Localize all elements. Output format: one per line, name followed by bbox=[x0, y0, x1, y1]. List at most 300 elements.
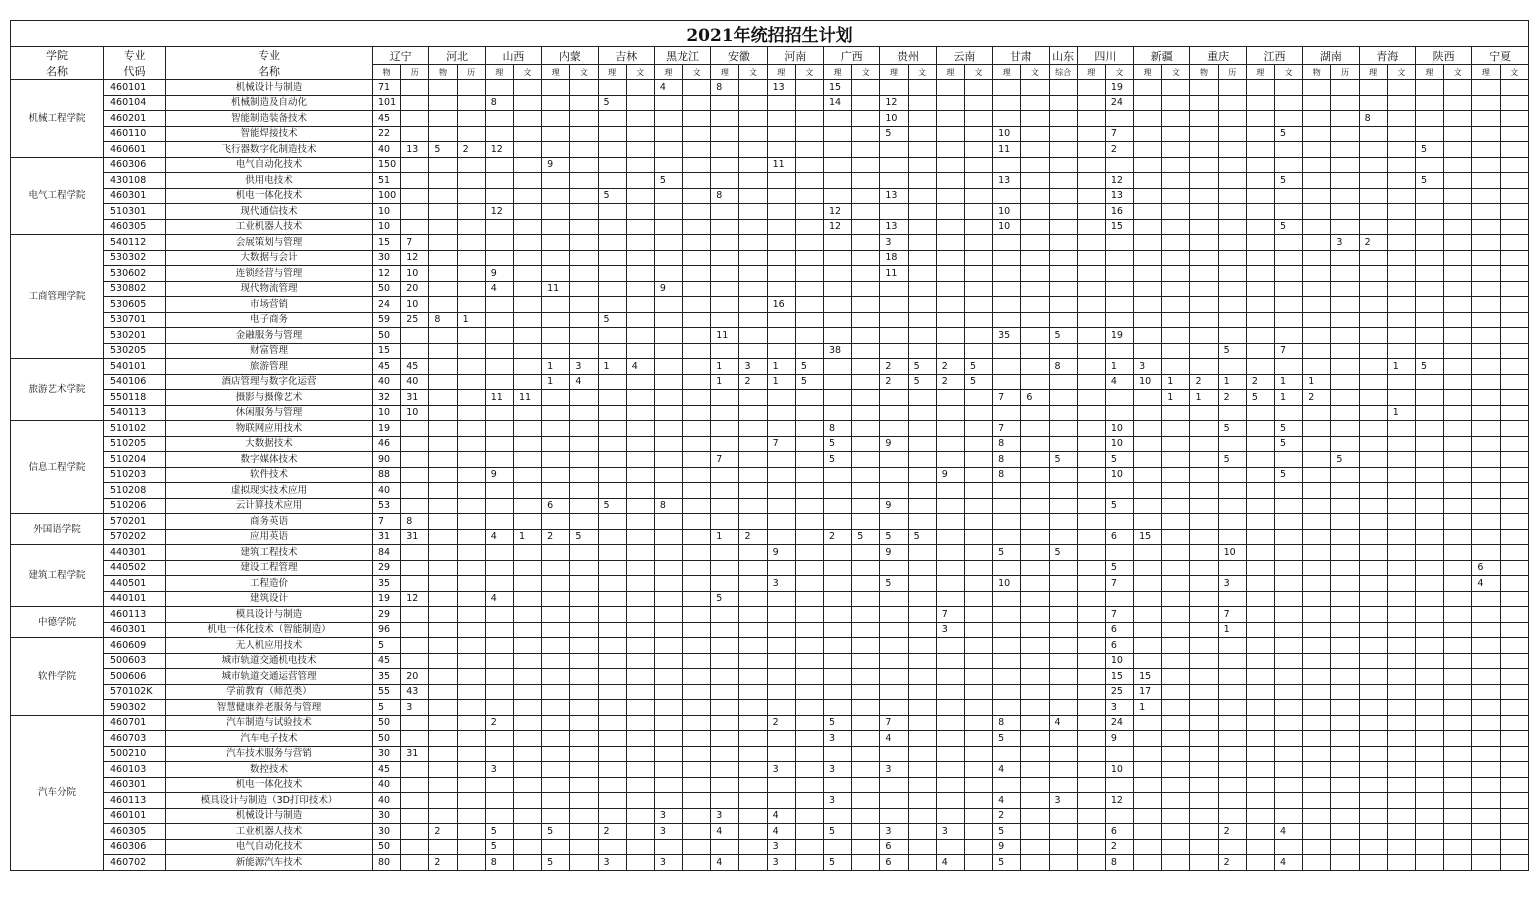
quota-cell bbox=[1105, 281, 1133, 297]
quota-cell bbox=[795, 235, 823, 251]
quota-cell bbox=[457, 235, 485, 251]
quota-cell bbox=[1049, 483, 1077, 499]
quota-cell bbox=[542, 483, 570, 499]
quota-cell bbox=[1246, 498, 1274, 514]
quota-cell: 43 bbox=[401, 684, 429, 700]
quota-cell bbox=[908, 731, 936, 747]
quota-cell bbox=[570, 297, 598, 313]
quota-cell bbox=[739, 343, 767, 359]
quota-cell bbox=[1275, 281, 1303, 297]
quota-cell: 15 bbox=[1134, 529, 1162, 545]
quota-cell bbox=[1331, 731, 1359, 747]
quota-cell bbox=[683, 421, 711, 437]
quota-cell bbox=[964, 777, 992, 793]
quota-cell bbox=[1387, 576, 1415, 592]
quota-cell bbox=[1472, 684, 1500, 700]
quota-cell bbox=[1415, 653, 1443, 669]
quota-cell bbox=[654, 483, 682, 499]
quota-cell: 5 bbox=[1415, 173, 1443, 189]
major-code: 530205 bbox=[104, 343, 166, 359]
quota-cell: 7 bbox=[711, 452, 739, 468]
quota-cell bbox=[429, 297, 457, 313]
quota-cell: 40 bbox=[401, 374, 429, 390]
table-row bbox=[11, 436, 1529, 452]
major-name: 汽车技术服务与营销 bbox=[166, 746, 373, 762]
quota-cell bbox=[626, 591, 654, 607]
quota-cell bbox=[654, 529, 682, 545]
quota-cell bbox=[598, 483, 626, 499]
quota-cell bbox=[711, 343, 739, 359]
quota-cell: 5 bbox=[795, 359, 823, 375]
quota-cell bbox=[513, 157, 541, 173]
quota-cell bbox=[1303, 607, 1331, 623]
quota-cell bbox=[683, 343, 711, 359]
quota-cell bbox=[1444, 762, 1472, 778]
major-name: 现代通信技术 bbox=[166, 204, 373, 220]
quota-cell bbox=[542, 607, 570, 623]
quota-cell bbox=[1077, 235, 1105, 251]
quota-cell bbox=[1444, 669, 1472, 685]
quota-cell bbox=[1444, 607, 1472, 623]
quota-cell bbox=[1275, 514, 1303, 530]
quota-cell bbox=[1359, 591, 1387, 607]
quota-cell bbox=[1049, 157, 1077, 173]
quota-cell: 40 bbox=[373, 142, 401, 158]
quota-cell bbox=[654, 653, 682, 669]
major-code: 460306 bbox=[104, 157, 166, 173]
quota-cell bbox=[1444, 343, 1472, 359]
quota-cell bbox=[429, 545, 457, 561]
quota-cell bbox=[1500, 545, 1528, 561]
quota-cell bbox=[1472, 824, 1500, 840]
quota-cell bbox=[457, 545, 485, 561]
quota-cell bbox=[1359, 746, 1387, 762]
quota-cell bbox=[683, 793, 711, 809]
quota-cell bbox=[1359, 560, 1387, 576]
quota-cell bbox=[993, 653, 1021, 669]
quota-cell: 5 bbox=[880, 529, 908, 545]
quota-cell bbox=[1415, 638, 1443, 654]
subject-header: 文 bbox=[683, 65, 711, 80]
quota-cell bbox=[795, 669, 823, 685]
quota-cell bbox=[767, 777, 795, 793]
enrollment-plan-table bbox=[10, 20, 1529, 871]
quota-cell bbox=[654, 514, 682, 530]
quota-cell bbox=[1303, 250, 1331, 266]
major-code: 530701 bbox=[104, 312, 166, 328]
quota-cell: 10 bbox=[373, 219, 401, 235]
quota-cell bbox=[598, 638, 626, 654]
quota-cell bbox=[880, 684, 908, 700]
quota-cell bbox=[401, 653, 429, 669]
quota-cell bbox=[626, 374, 654, 390]
quota-cell bbox=[993, 560, 1021, 576]
quota-cell bbox=[626, 638, 654, 654]
quota-cell bbox=[683, 607, 711, 623]
quota-cell bbox=[1444, 591, 1472, 607]
quota-cell bbox=[1246, 607, 1274, 623]
quota-cell bbox=[1218, 250, 1246, 266]
quota-cell: 5 bbox=[880, 126, 908, 142]
quota-cell bbox=[1246, 638, 1274, 654]
quota-cell bbox=[739, 653, 767, 669]
quota-cell bbox=[852, 514, 880, 530]
quota-cell bbox=[1415, 250, 1443, 266]
quota-cell bbox=[654, 436, 682, 452]
quota-cell bbox=[570, 219, 598, 235]
quota-cell: 16 bbox=[1105, 204, 1133, 220]
quota-cell: 10 bbox=[993, 219, 1021, 235]
quota-cell bbox=[485, 359, 513, 375]
quota-cell bbox=[513, 762, 541, 778]
quota-cell bbox=[1331, 250, 1359, 266]
quota-cell bbox=[1077, 824, 1105, 840]
quota-cell bbox=[1162, 250, 1190, 266]
quota-cell: 10 bbox=[1105, 762, 1133, 778]
major-code: 500603 bbox=[104, 653, 166, 669]
quota-cell bbox=[542, 328, 570, 344]
quota-cell bbox=[1387, 374, 1415, 390]
quota-cell bbox=[1162, 95, 1190, 111]
quota-cell bbox=[542, 266, 570, 282]
quota-cell bbox=[1415, 576, 1443, 592]
quota-cell bbox=[485, 560, 513, 576]
quota-cell: 8 bbox=[1105, 855, 1133, 871]
quota-cell bbox=[1331, 374, 1359, 390]
quota-cell bbox=[993, 669, 1021, 685]
quota-cell bbox=[683, 328, 711, 344]
quota-cell bbox=[1303, 266, 1331, 282]
quota-cell: 5 bbox=[485, 824, 513, 840]
quota-cell bbox=[908, 142, 936, 158]
quota-cell: 10 bbox=[993, 576, 1021, 592]
quota-cell: 10 bbox=[1105, 467, 1133, 483]
quota-cell bbox=[1077, 95, 1105, 111]
quota-cell bbox=[1246, 746, 1274, 762]
quota-cell bbox=[1387, 142, 1415, 158]
quota-cell bbox=[1415, 669, 1443, 685]
quota-cell bbox=[795, 467, 823, 483]
college-name: 机械工程学院 bbox=[11, 80, 104, 158]
quota-cell bbox=[485, 684, 513, 700]
quota-cell bbox=[1246, 839, 1274, 855]
quota-cell: 8 bbox=[485, 855, 513, 871]
quota-cell bbox=[767, 343, 795, 359]
major-code: 500606 bbox=[104, 669, 166, 685]
quota-cell bbox=[711, 157, 739, 173]
quota-cell bbox=[1134, 498, 1162, 514]
quota-cell bbox=[1331, 126, 1359, 142]
quota-cell: 31 bbox=[373, 529, 401, 545]
major-name: 机械设计与制造 bbox=[166, 808, 373, 824]
quota-cell bbox=[795, 498, 823, 514]
quota-cell: 38 bbox=[824, 343, 852, 359]
quota-cell bbox=[626, 498, 654, 514]
quota-cell bbox=[1134, 560, 1162, 576]
quota-cell bbox=[654, 250, 682, 266]
quota-cell bbox=[401, 762, 429, 778]
subject-header: 历 bbox=[1331, 65, 1359, 80]
quota-cell bbox=[1246, 266, 1274, 282]
subject-header: 文 bbox=[626, 65, 654, 80]
quota-cell bbox=[1218, 188, 1246, 204]
quota-cell bbox=[570, 188, 598, 204]
quota-cell: 35 bbox=[373, 576, 401, 592]
quota-cell bbox=[1444, 467, 1472, 483]
quota-cell bbox=[1387, 204, 1415, 220]
quota-cell bbox=[964, 297, 992, 313]
quota-cell: 5 bbox=[1331, 452, 1359, 468]
table-row bbox=[11, 219, 1529, 235]
quota-cell bbox=[1387, 684, 1415, 700]
quota-cell: 8 bbox=[1049, 359, 1077, 375]
quota-cell bbox=[1387, 498, 1415, 514]
quota-cell bbox=[1472, 343, 1500, 359]
quota-cell bbox=[570, 715, 598, 731]
quota-cell bbox=[1134, 188, 1162, 204]
quota-cell bbox=[993, 266, 1021, 282]
quota-cell: 50 bbox=[373, 328, 401, 344]
major-code: 460103 bbox=[104, 762, 166, 778]
quota-cell bbox=[1077, 204, 1105, 220]
quota-cell: 5 bbox=[824, 855, 852, 871]
quota-cell bbox=[513, 405, 541, 421]
quota-cell bbox=[1162, 436, 1190, 452]
quota-cell bbox=[570, 157, 598, 173]
quota-cell: 7 bbox=[373, 514, 401, 530]
quota-cell bbox=[570, 235, 598, 251]
quota-cell bbox=[1190, 808, 1218, 824]
quota-cell bbox=[1444, 111, 1472, 127]
college-name: 信息工程学院 bbox=[11, 421, 104, 514]
quota-cell: 1 bbox=[542, 374, 570, 390]
quota-cell bbox=[739, 452, 767, 468]
quota-cell bbox=[795, 824, 823, 840]
quota-cell bbox=[457, 467, 485, 483]
major-name: 摄影与摄像艺术 bbox=[166, 390, 373, 406]
quota-cell bbox=[1444, 188, 1472, 204]
quota-cell bbox=[1303, 498, 1331, 514]
quota-cell bbox=[683, 576, 711, 592]
quota-cell bbox=[1500, 824, 1528, 840]
major-code: 460301 bbox=[104, 777, 166, 793]
quota-cell bbox=[457, 777, 485, 793]
quota-cell bbox=[1331, 777, 1359, 793]
quota-cell bbox=[570, 560, 598, 576]
quota-cell bbox=[429, 390, 457, 406]
quota-cell: 3 bbox=[824, 793, 852, 809]
quota-cell bbox=[824, 777, 852, 793]
quota-cell bbox=[1077, 746, 1105, 762]
quota-cell bbox=[1303, 545, 1331, 561]
major-name: 金融服务与管理 bbox=[166, 328, 373, 344]
quota-cell bbox=[993, 498, 1021, 514]
quota-cell bbox=[1303, 80, 1331, 96]
quota-cell bbox=[1049, 653, 1077, 669]
quota-cell bbox=[880, 173, 908, 189]
quota-cell: 96 bbox=[373, 622, 401, 638]
quota-cell bbox=[401, 808, 429, 824]
major-name: 机电一体化技术 bbox=[166, 777, 373, 793]
quota-cell bbox=[1162, 576, 1190, 592]
quota-cell: 5 bbox=[598, 95, 626, 111]
subject-header: 综合 bbox=[1049, 65, 1077, 80]
quota-cell bbox=[1275, 297, 1303, 313]
table-title: 2021年统招招生计划 bbox=[11, 21, 1529, 47]
quota-cell: 4 bbox=[936, 855, 964, 871]
quota-cell bbox=[570, 793, 598, 809]
subject-header: 理 bbox=[880, 65, 908, 80]
quota-cell bbox=[1415, 808, 1443, 824]
major-name: 商务英语 bbox=[166, 514, 373, 530]
quota-cell bbox=[936, 188, 964, 204]
quota-cell bbox=[1021, 638, 1049, 654]
quota-cell bbox=[429, 498, 457, 514]
major-code: 510204 bbox=[104, 452, 166, 468]
quota-cell: 1 bbox=[1218, 622, 1246, 638]
subject-header: 文 bbox=[1444, 65, 1472, 80]
quota-cell bbox=[513, 808, 541, 824]
quota-cell bbox=[711, 173, 739, 189]
quota-cell bbox=[824, 498, 852, 514]
quota-cell bbox=[570, 514, 598, 530]
major-name: 供用电技术 bbox=[166, 173, 373, 189]
quota-cell bbox=[570, 498, 598, 514]
quota-cell bbox=[880, 157, 908, 173]
quota-cell bbox=[1303, 576, 1331, 592]
quota-cell bbox=[429, 111, 457, 127]
quota-cell bbox=[1472, 390, 1500, 406]
quota-cell bbox=[1415, 529, 1443, 545]
quota-cell bbox=[626, 80, 654, 96]
quota-cell bbox=[908, 514, 936, 530]
quota-cell bbox=[683, 390, 711, 406]
quota-cell bbox=[795, 436, 823, 452]
quota-cell bbox=[513, 839, 541, 855]
quota-cell bbox=[1387, 111, 1415, 127]
quota-cell bbox=[711, 514, 739, 530]
quota-cell bbox=[1134, 638, 1162, 654]
quota-cell bbox=[1387, 762, 1415, 778]
quota-cell bbox=[1275, 452, 1303, 468]
quota-cell bbox=[1303, 653, 1331, 669]
quota-cell bbox=[683, 498, 711, 514]
province-header: 黑龙江 bbox=[654, 47, 710, 65]
quota-cell bbox=[1162, 312, 1190, 328]
quota-cell bbox=[936, 808, 964, 824]
quota-cell bbox=[401, 498, 429, 514]
quota-cell bbox=[1303, 111, 1331, 127]
quota-cell bbox=[626, 405, 654, 421]
quota-cell: 5 bbox=[824, 452, 852, 468]
quota-cell bbox=[964, 390, 992, 406]
quota-cell bbox=[795, 715, 823, 731]
quota-cell: 24 bbox=[373, 297, 401, 313]
quota-cell: 1 bbox=[1387, 359, 1415, 375]
quota-cell bbox=[1162, 235, 1190, 251]
quota-cell: 13 bbox=[880, 188, 908, 204]
quota-cell bbox=[429, 839, 457, 855]
subject-header: 文 bbox=[1162, 65, 1190, 80]
quota-cell bbox=[1444, 452, 1472, 468]
quota-cell bbox=[1331, 328, 1359, 344]
quota-cell bbox=[1190, 157, 1218, 173]
major-code: 510102 bbox=[104, 421, 166, 437]
quota-cell bbox=[1162, 188, 1190, 204]
quota-cell: 3 bbox=[1049, 793, 1077, 809]
quota-cell bbox=[1077, 808, 1105, 824]
quota-cell bbox=[1331, 808, 1359, 824]
quota-cell bbox=[739, 684, 767, 700]
quota-cell bbox=[429, 95, 457, 111]
quota-cell bbox=[795, 746, 823, 762]
quota-cell bbox=[1134, 421, 1162, 437]
quota-cell bbox=[1303, 483, 1331, 499]
quota-cell bbox=[1387, 653, 1415, 669]
quota-cell bbox=[1162, 746, 1190, 762]
quota-cell bbox=[626, 545, 654, 561]
quota-cell: 6 bbox=[1105, 638, 1133, 654]
major-name: 工程造价 bbox=[166, 576, 373, 592]
quota-cell bbox=[1387, 607, 1415, 623]
quota-cell bbox=[1021, 576, 1049, 592]
quota-cell bbox=[542, 405, 570, 421]
quota-cell bbox=[626, 607, 654, 623]
quota-cell bbox=[429, 126, 457, 142]
table-row bbox=[11, 421, 1529, 437]
quota-cell bbox=[767, 173, 795, 189]
province-header: 青海 bbox=[1359, 47, 1415, 65]
quota-cell bbox=[654, 312, 682, 328]
quota-cell bbox=[1049, 591, 1077, 607]
quota-cell bbox=[824, 235, 852, 251]
quota-cell bbox=[1500, 839, 1528, 855]
quota-cell bbox=[1246, 576, 1274, 592]
quota-cell bbox=[1246, 219, 1274, 235]
quota-cell bbox=[1049, 638, 1077, 654]
quota-cell bbox=[513, 700, 541, 716]
quota-cell bbox=[993, 483, 1021, 499]
quota-cell bbox=[1387, 746, 1415, 762]
quota-cell bbox=[626, 312, 654, 328]
province-header: 宁夏 bbox=[1472, 47, 1529, 65]
quota-cell bbox=[1472, 142, 1500, 158]
quota-cell: 5 bbox=[993, 824, 1021, 840]
quota-cell bbox=[824, 374, 852, 390]
quota-cell bbox=[1500, 281, 1528, 297]
quota-cell bbox=[683, 529, 711, 545]
quota-cell bbox=[1387, 793, 1415, 809]
quota-cell bbox=[683, 545, 711, 561]
quota-cell bbox=[429, 204, 457, 220]
quota-cell bbox=[1331, 343, 1359, 359]
quota-cell bbox=[1049, 762, 1077, 778]
major-code: 510205 bbox=[104, 436, 166, 452]
quota-cell bbox=[1134, 405, 1162, 421]
quota-cell bbox=[1077, 560, 1105, 576]
quota-cell bbox=[1218, 281, 1246, 297]
quota-cell bbox=[739, 855, 767, 871]
quota-cell bbox=[1105, 111, 1133, 127]
quota-cell: 2 bbox=[1218, 390, 1246, 406]
quota-cell bbox=[1162, 622, 1190, 638]
quota-cell bbox=[1331, 622, 1359, 638]
quota-cell bbox=[824, 250, 852, 266]
quota-cell: 8 bbox=[1359, 111, 1387, 127]
quota-cell bbox=[711, 669, 739, 685]
quota-cell bbox=[711, 142, 739, 158]
quota-cell bbox=[1162, 483, 1190, 499]
